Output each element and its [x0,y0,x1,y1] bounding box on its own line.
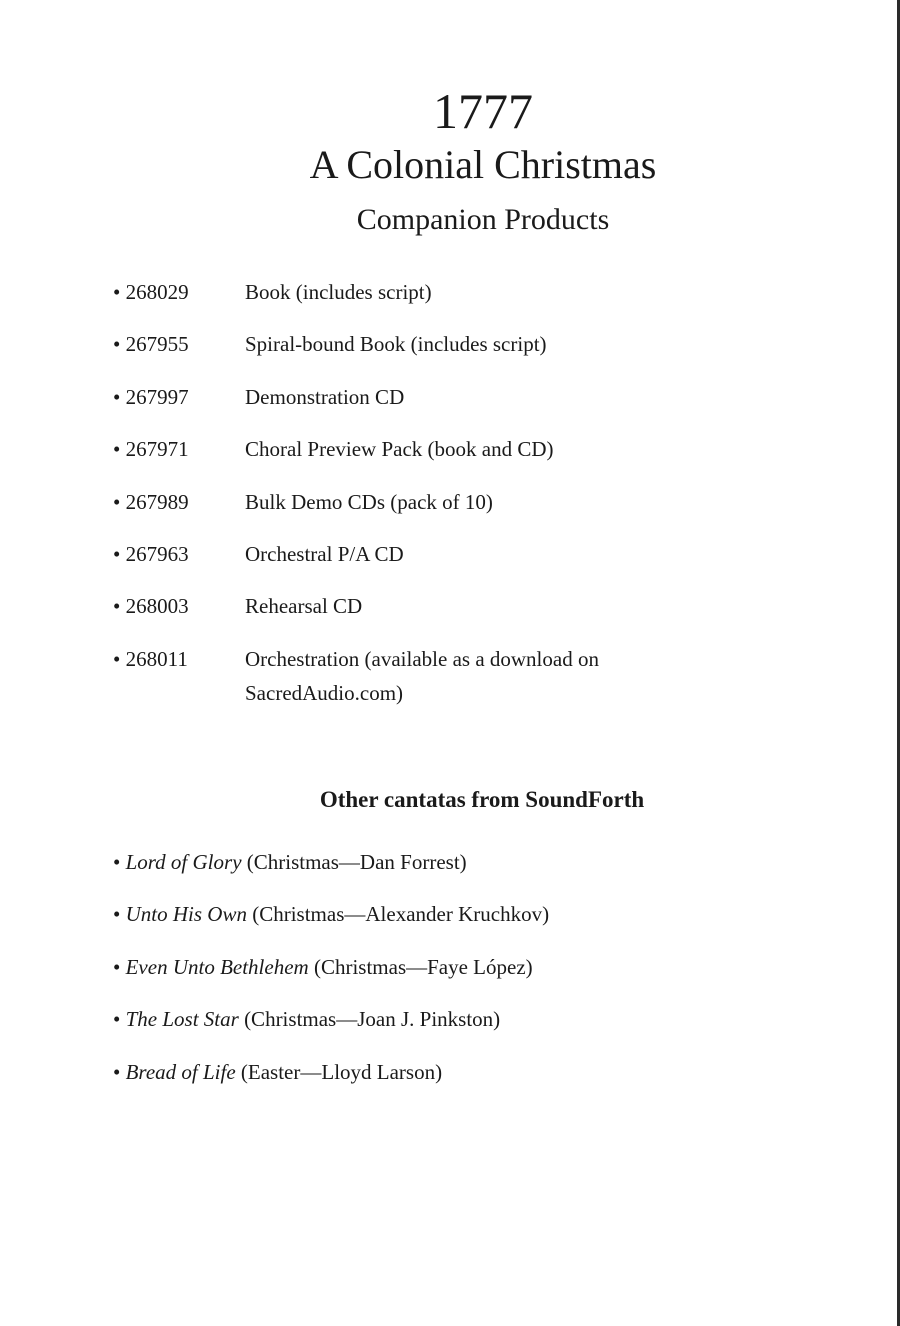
product-item [113,485,813,537]
product-item [113,275,813,327]
product-code: • 268029 [113,280,189,304]
bullet: • [113,902,126,927]
product-code: • 268011 [113,646,188,671]
product-code: • 267963 [113,541,189,566]
cantata-title: The Lost Star [125,1007,239,1032]
product-item [113,589,813,641]
product-item [113,327,813,379]
cantata-item [113,950,813,1002]
cantata-title: Bread of Life [125,1059,236,1084]
product-description: Bulk Demo CDs (pack of 10) [245,489,493,514]
cantata-item [113,845,813,897]
product-description: Rehearsal CD [245,594,363,619]
product-description: Choral Preview Pack (book and CD) [245,437,554,462]
product-item [113,642,813,712]
product-item [113,380,813,432]
title-main: A Colonial Christmas [309,142,657,187]
cantata-detail: (Christmas—Alexander Kruchkov) [246,902,550,927]
cantata-detail: (Christmas—Dan Forrest) [241,850,467,874]
product-code: • 267955 [113,332,189,357]
product-code: • 267971 [113,437,189,462]
cantata-title: Unto His Own [125,902,247,927]
cantata-item [113,1002,813,1054]
product-description: Orchestration (available as a download on SacredAudio.com) [245,646,599,705]
product-description: Book (includes script) [245,280,432,304]
title-block [0,82,900,240]
product-code: • 267989 [113,489,189,514]
cantata-detail: (Christmas—Faye López) [308,954,533,979]
cantata-item [113,1055,813,1107]
other-cantatas-list [113,845,813,1107]
cantata-detail: (Easter—Lloyd Larson) [235,1059,443,1084]
cantata-detail: (Christmas—Joan J. Pinkston) [238,1007,501,1032]
title-year: 1777 [433,83,533,139]
product-description: Spiral-bound Book (includes script) [245,332,547,357]
other-cantatas-heading: Other cantatas from SoundForth [319,787,645,812]
product-description: Demonstration CD [245,384,405,409]
bullet: • [113,1059,126,1084]
bullet: • [113,1007,126,1032]
product-code: • 268003 [113,594,189,619]
companion-products-heading: Companion Products [356,203,610,236]
product-item [113,432,813,484]
bullet: • [113,850,126,874]
product-description: Orchestral P/A CD [245,541,404,566]
product-item [113,537,813,589]
cantata-title: Even Unto Bethlehem [125,954,309,979]
cantata-item [113,897,813,949]
cantata-title: Lord of Glory [125,850,242,874]
companion-products-list [113,275,813,712]
bullet: • [113,954,126,979]
product-code: • 267997 [113,384,189,409]
